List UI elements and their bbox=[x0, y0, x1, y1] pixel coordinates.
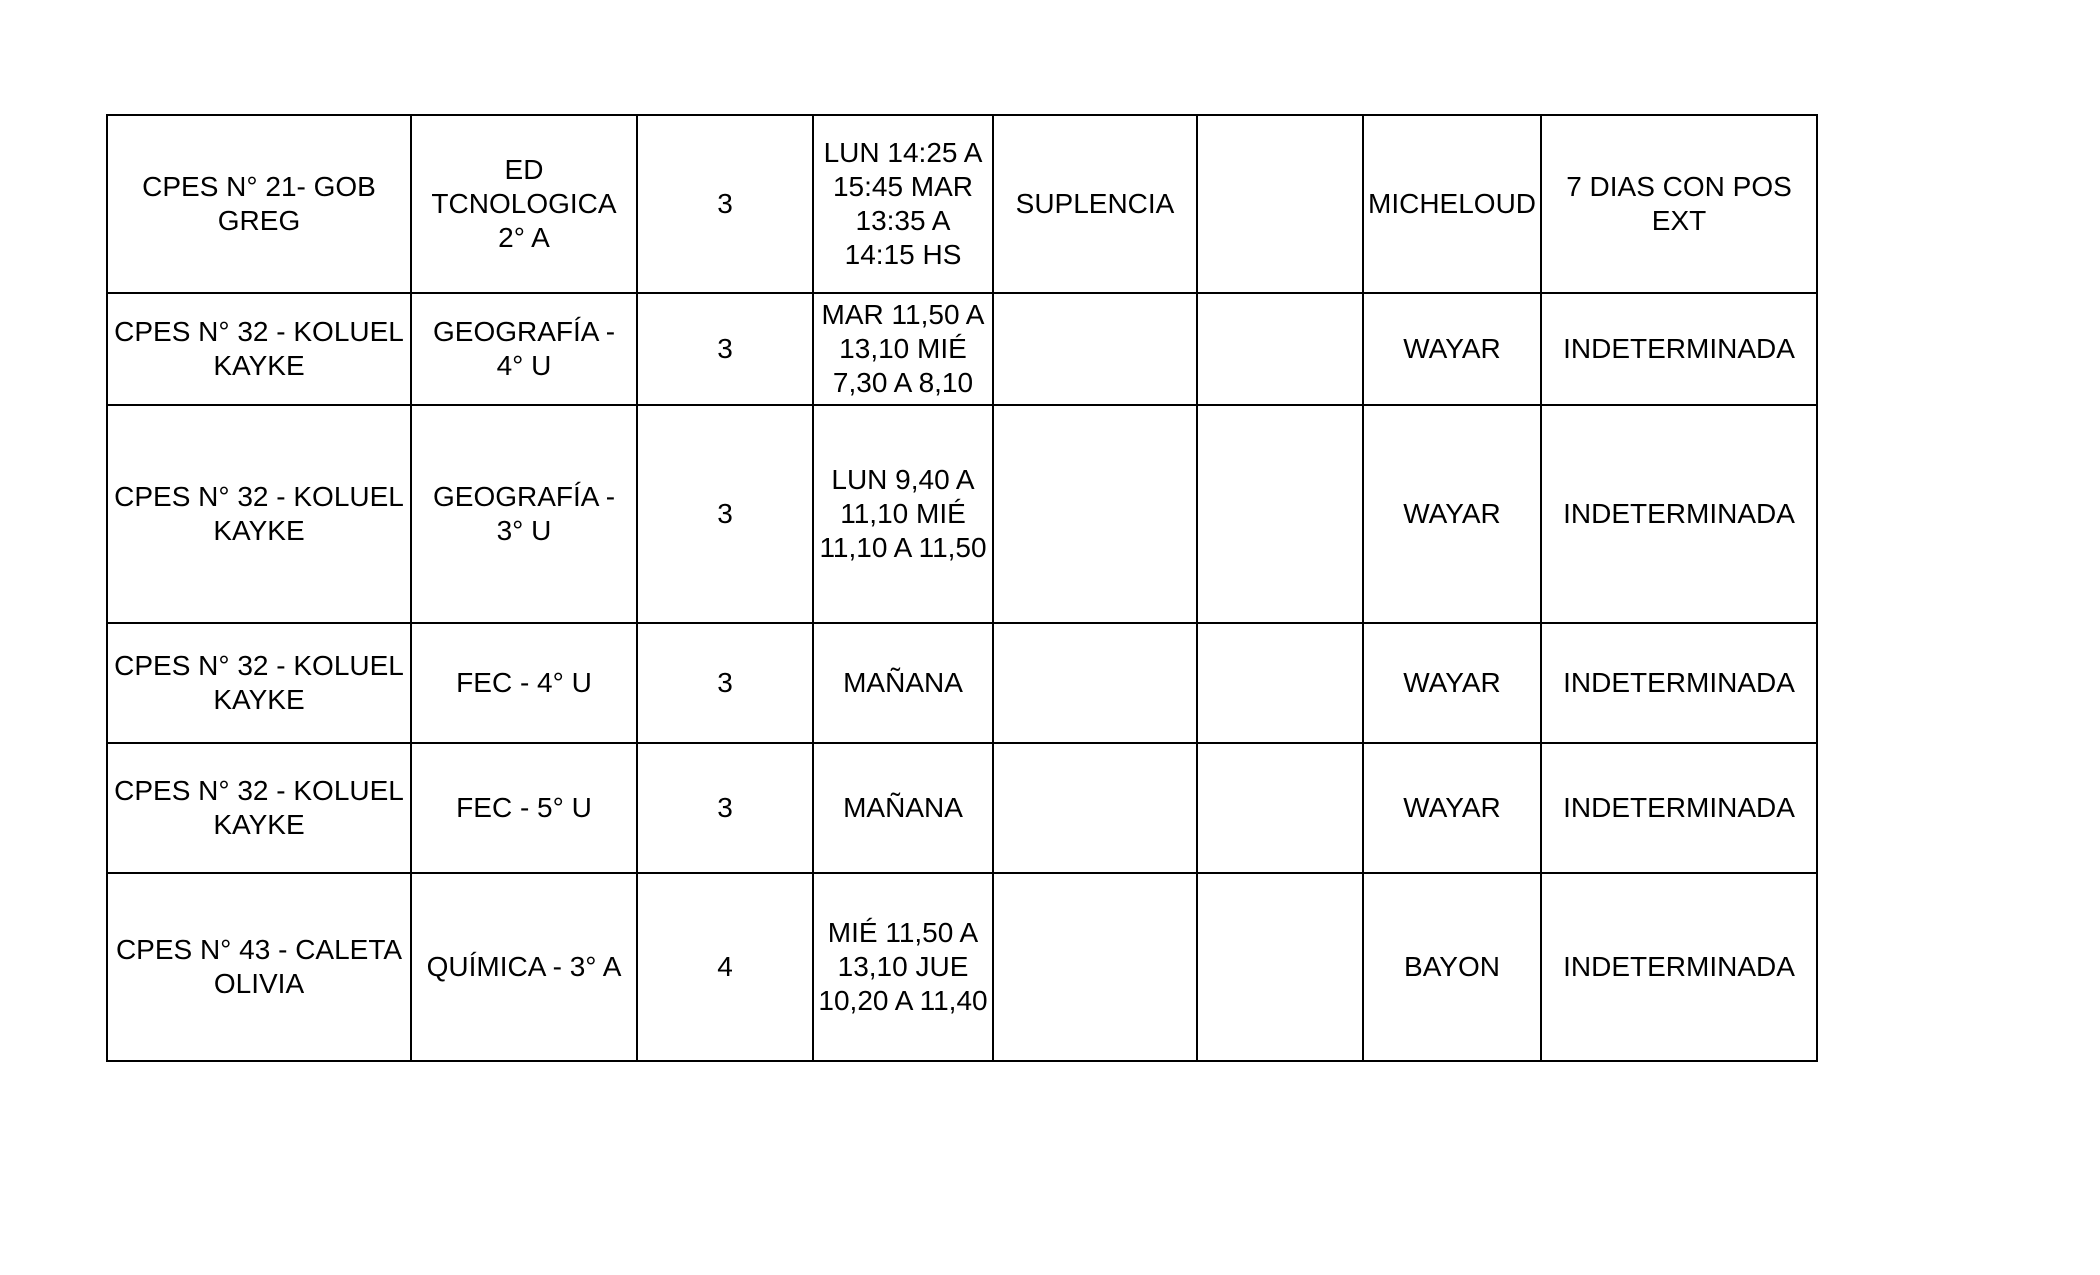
extra-cell bbox=[1197, 873, 1363, 1061]
holder-cell: MICHELOUD bbox=[1363, 115, 1541, 293]
table-row bbox=[107, 293, 1817, 405]
school-line-2: KAYKE bbox=[213, 684, 305, 715]
situation-cell bbox=[993, 293, 1197, 405]
school-cell bbox=[107, 743, 411, 873]
duration-cell: INDETERMINADA bbox=[1541, 405, 1817, 623]
situation-cell bbox=[993, 405, 1197, 623]
table-row bbox=[107, 623, 1817, 743]
school-cell bbox=[107, 623, 411, 743]
hours-cell: 3 bbox=[637, 623, 813, 743]
extra-cell bbox=[1197, 405, 1363, 623]
school-cell bbox=[107, 293, 411, 405]
subject-cell: GEOGRAFÍA - 4° U bbox=[411, 293, 637, 405]
schedule-cell: LUN 14:25 A 15:45 MAR 13:35 A 14:15 HS bbox=[813, 115, 993, 293]
school-line-2: KAYKE bbox=[213, 350, 305, 381]
situation-cell: SUPLENCIA bbox=[993, 115, 1197, 293]
table-row bbox=[107, 743, 1817, 873]
schedule-line-2: 11,10 MIÉ bbox=[840, 498, 966, 529]
school-line-2: KAYKE bbox=[213, 515, 305, 546]
duration-cell: INDETERMINADA bbox=[1541, 623, 1817, 743]
subject-cell: GEOGRAFÍA - 3° U bbox=[411, 405, 637, 623]
schedule-cell: MAÑANA bbox=[813, 743, 993, 873]
situation-cell bbox=[993, 873, 1197, 1061]
hours-cell: 3 bbox=[637, 743, 813, 873]
schedule-line-1: LUN 9,40 A bbox=[831, 464, 975, 495]
extra-cell bbox=[1197, 293, 1363, 405]
school-cell: CPES N° 43 - CALETA OLIVIA bbox=[107, 873, 411, 1061]
hours-cell: 3 bbox=[637, 405, 813, 623]
extra-cell bbox=[1197, 115, 1363, 293]
school-line-1: CPES N° 32 - KOLUEL bbox=[114, 775, 404, 806]
subject-cell: FEC - 4° U bbox=[411, 623, 637, 743]
school-line-2: KAYKE bbox=[213, 809, 305, 840]
holder-cell: WAYAR bbox=[1363, 405, 1541, 623]
hours-cell: 3 bbox=[637, 115, 813, 293]
subject-cell: FEC - 5° U bbox=[411, 743, 637, 873]
schedule-cell bbox=[813, 405, 993, 623]
table-row bbox=[107, 873, 1817, 1061]
holder-cell: BAYON bbox=[1363, 873, 1541, 1061]
school-cell bbox=[107, 405, 411, 623]
table-row bbox=[107, 405, 1817, 623]
vacancy-table bbox=[106, 114, 1818, 1062]
schedule-cell bbox=[813, 873, 993, 1061]
duration-cell: 7 DIAS CON POS EXT bbox=[1541, 115, 1817, 293]
schedule-cell: MAÑANA bbox=[813, 623, 993, 743]
hours-cell: 3 bbox=[637, 293, 813, 405]
schedule-line-3: 11,10 A 11,50 bbox=[819, 532, 987, 563]
school-line-1: CPES N° 32 - KOLUEL bbox=[114, 316, 404, 347]
school-cell: CPES N° 21- GOB GREG bbox=[107, 115, 411, 293]
situation-cell bbox=[993, 743, 1197, 873]
holder-cell: WAYAR bbox=[1363, 623, 1541, 743]
schedule-cell: MAR 11,50 A 13,10 MIÉ 7,30 A 8,10 bbox=[813, 293, 993, 405]
situation-cell bbox=[993, 623, 1197, 743]
extra-cell bbox=[1197, 743, 1363, 873]
schedule-line-1: MIÉ 11,50 A bbox=[827, 917, 979, 948]
school-line-1: CPES N° 32 - KOLUEL bbox=[114, 481, 404, 512]
duration-cell: INDETERMINADA bbox=[1541, 293, 1817, 405]
extra-cell bbox=[1197, 623, 1363, 743]
duration-cell: INDETERMINADA bbox=[1541, 743, 1817, 873]
schedule-line-3: 10,20 A 11,40 bbox=[818, 985, 988, 1016]
hours-cell: 4 bbox=[637, 873, 813, 1061]
school-line-1: CPES N° 32 - KOLUEL bbox=[114, 650, 404, 681]
subject-cell: QUÍMICA - 3° A bbox=[411, 873, 637, 1061]
subject-cell: ED TCNOLOGICA 2° A bbox=[411, 115, 637, 293]
table-row bbox=[107, 115, 1817, 293]
duration-cell: INDETERMINADA bbox=[1541, 873, 1817, 1061]
holder-cell: WAYAR bbox=[1363, 743, 1541, 873]
schedule-line-2: 13,10 JUE bbox=[837, 951, 969, 982]
holder-cell: WAYAR bbox=[1363, 293, 1541, 405]
